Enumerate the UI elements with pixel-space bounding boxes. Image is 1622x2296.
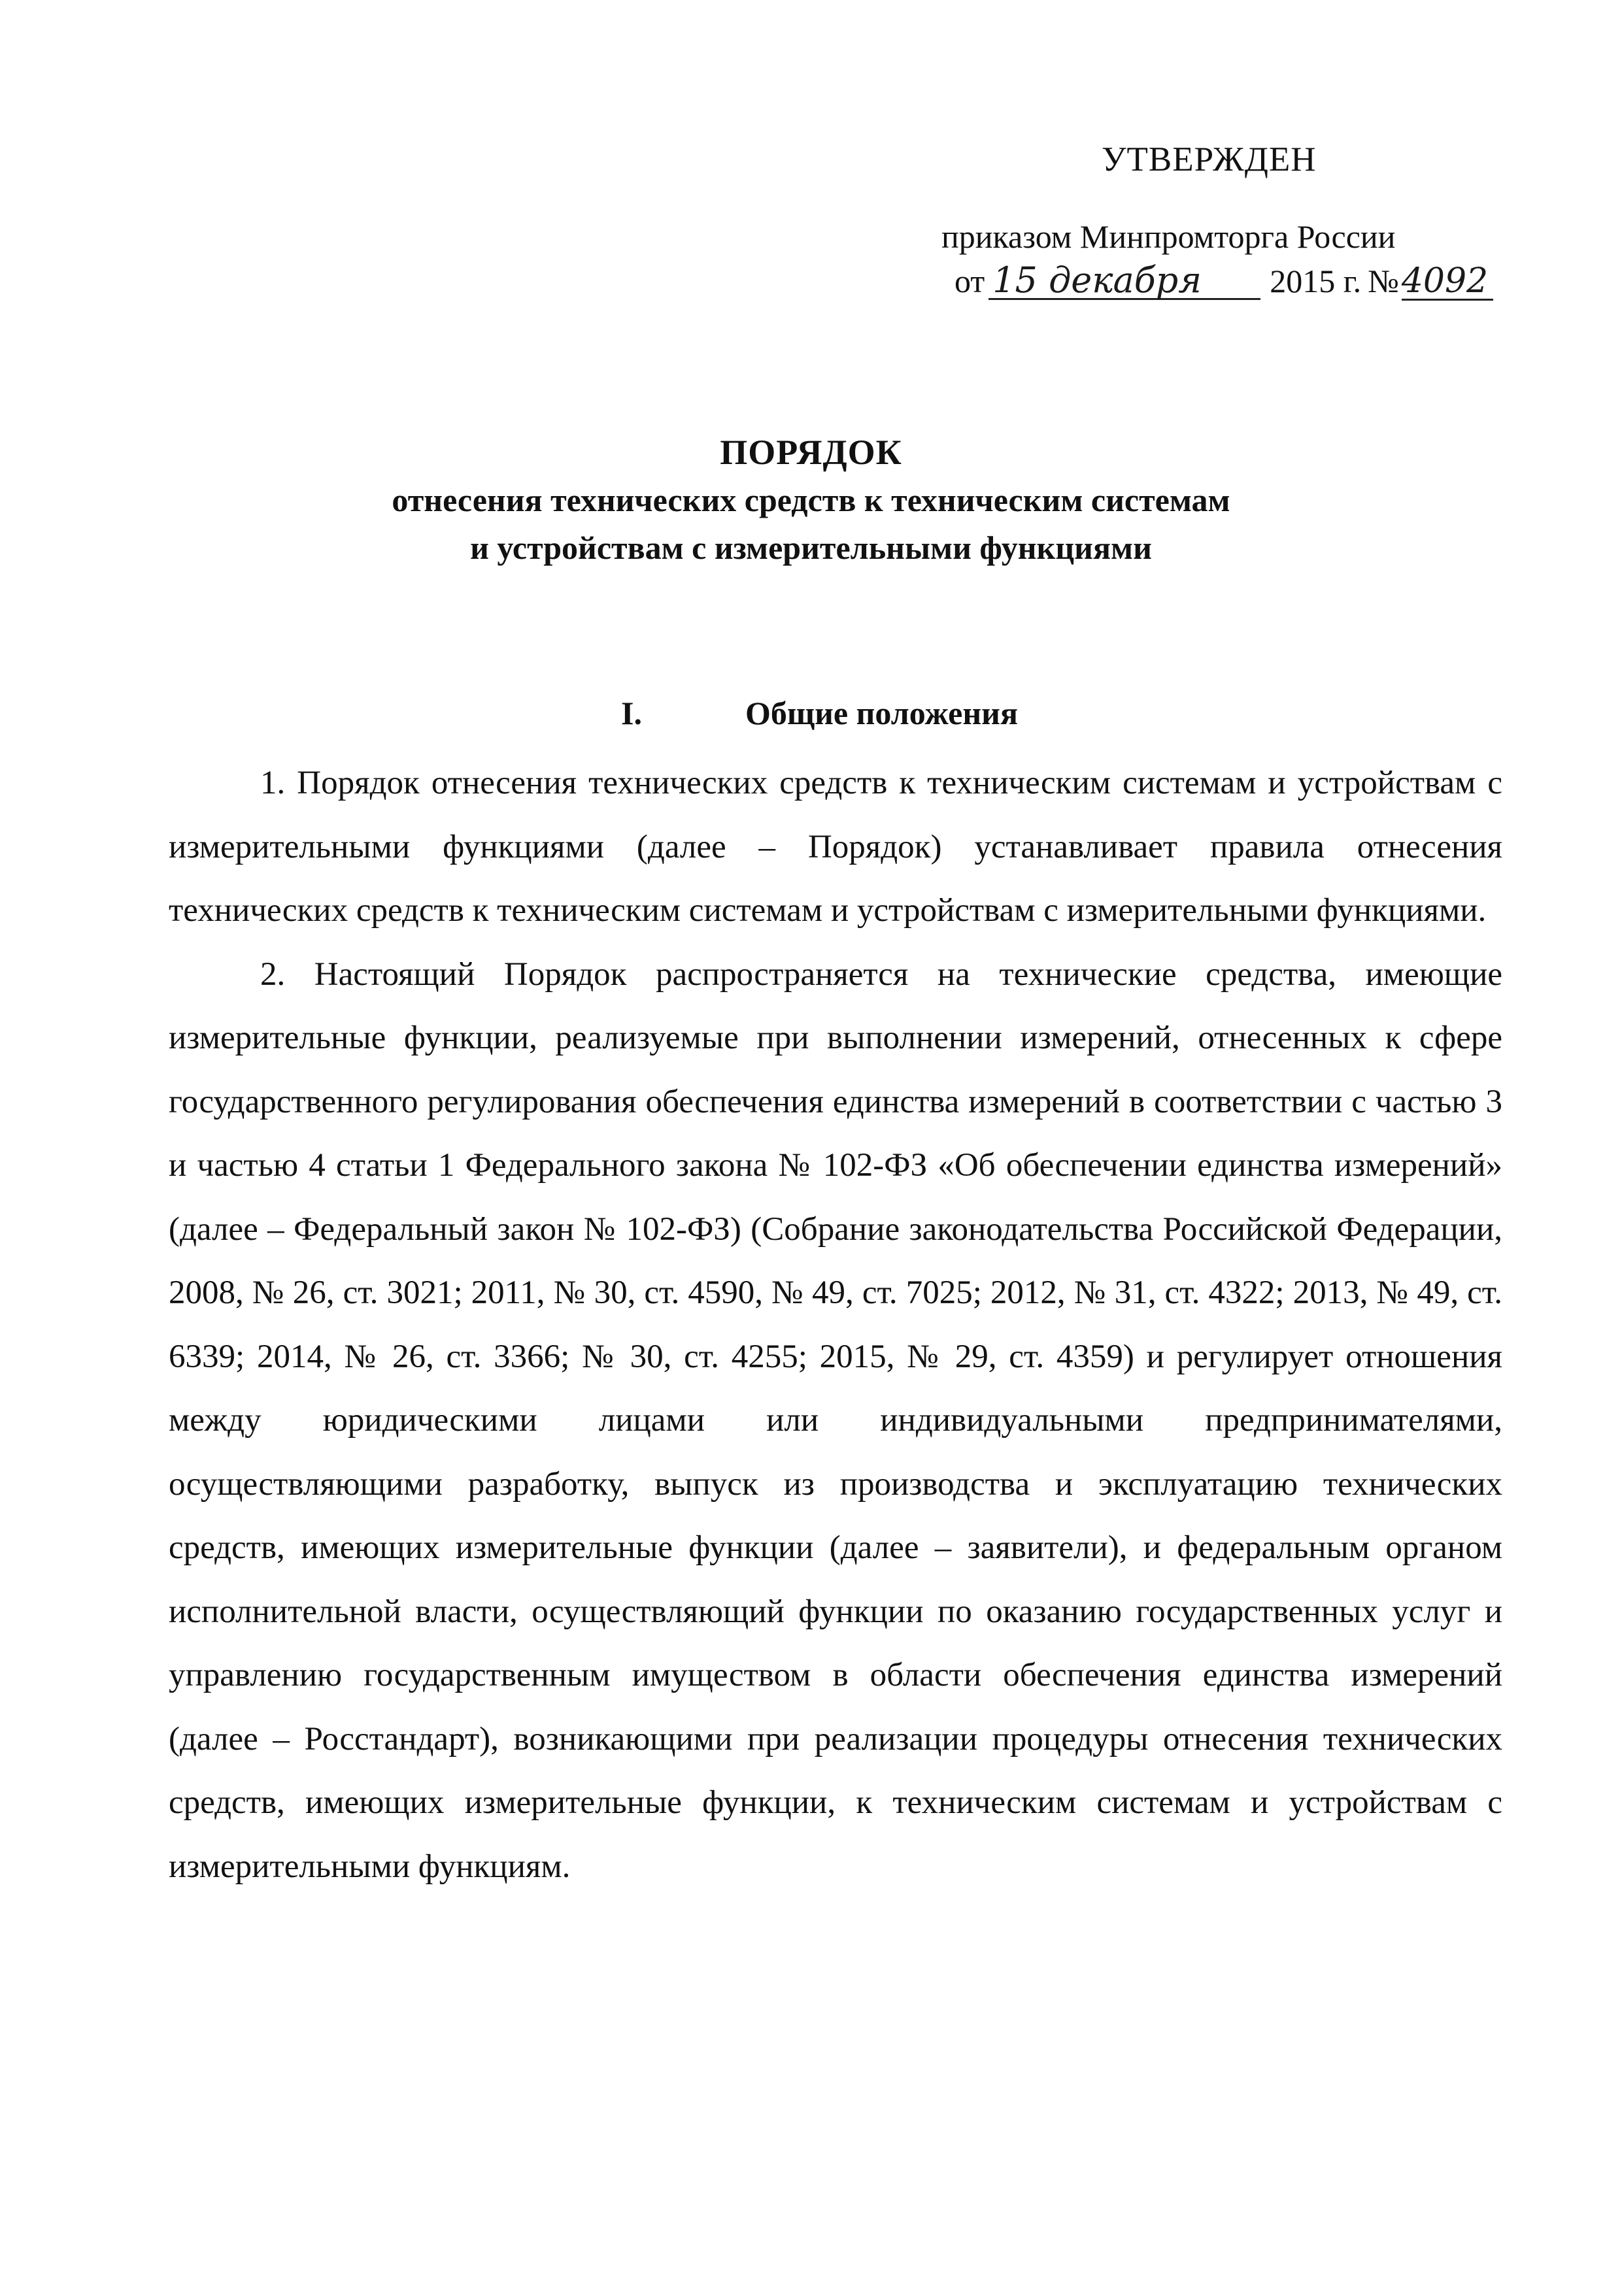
paragraph-2: 2. Настоящий Порядок распространяется на технические средства, имеющие измерительные функции, реализуемые при выполнении измерений, отнесенных к сфере государственного регулирования обеспечения единства измерений в соответствии с частью 3 и частью 4 статьи 1 Федерального закона № 102-ФЗ «Об обеспечении единства измерений» (далее – Федеральный закон № 102-ФЗ) (Собрание законодательства Российской Федерации, 2008, № 26, ст. 3021; 2011, № 30, ст. 4590, № 49, ст. 7025; 2012, № 31, ст. 4322; 2013, № 49, ст. 6339; 2014, № 26, ст. 3366; № 30, ст. 4255; 2015, № 29, ст. 4359) и регулирует отношения между юридическими лицами или индивидуальными предпринимателями, осуществляющими разработку, выпуск из производства и эксплуатацию технических средств, имеющих измерительные функции (далее – заявители), и федеральным органом исполнительной власти, осуществляющий функции по оказанию государственных услуг и управлению государственным имуществом в области обеспечения единства измерений (далее – Росстандарт), возникающими при реализации процедуры отнесения технических средств, имеющих измерительные функции, к техническим системам и устройствам с измерительными функциям. [169,956,1502,1885]
approval-title: УТВЕРЖДЕН [1102,141,1317,178]
paragraph-1: 1. Порядок отнесения технических средств к техническим системам и устройствам с измерительными функциями (далее – Порядок) устанавливает правила отнесения технических средств к техническим системам и устройствам с измерительными функциями. [169,765,1502,929]
section-title: Общие положения [745,695,1019,731]
date-field [988,259,1260,301]
document-heading: ПОРЯДОК [720,433,902,472]
number-field [1401,261,1493,301]
body-text [169,752,1502,1899]
section-heading [621,694,1018,732]
document-subtitle-line-2: и устройствам с измерительными функциями [470,529,1152,566]
document-subtitle-line-1: отнесения технических средств к техническим системам [392,481,1230,518]
section-number: I. [621,695,642,731]
year-label: 2015 г. [1270,263,1362,299]
handwritten-date: 15 декабря [992,259,1202,301]
handwritten-number: 4092 [1401,261,1489,301]
number-prefix: № [1368,263,1399,299]
approval-date-line [955,260,1493,303]
document-title [0,431,1622,569]
date-prefix: от [955,263,985,299]
approval-order-line: приказом Минпромторга России [941,218,1396,255]
